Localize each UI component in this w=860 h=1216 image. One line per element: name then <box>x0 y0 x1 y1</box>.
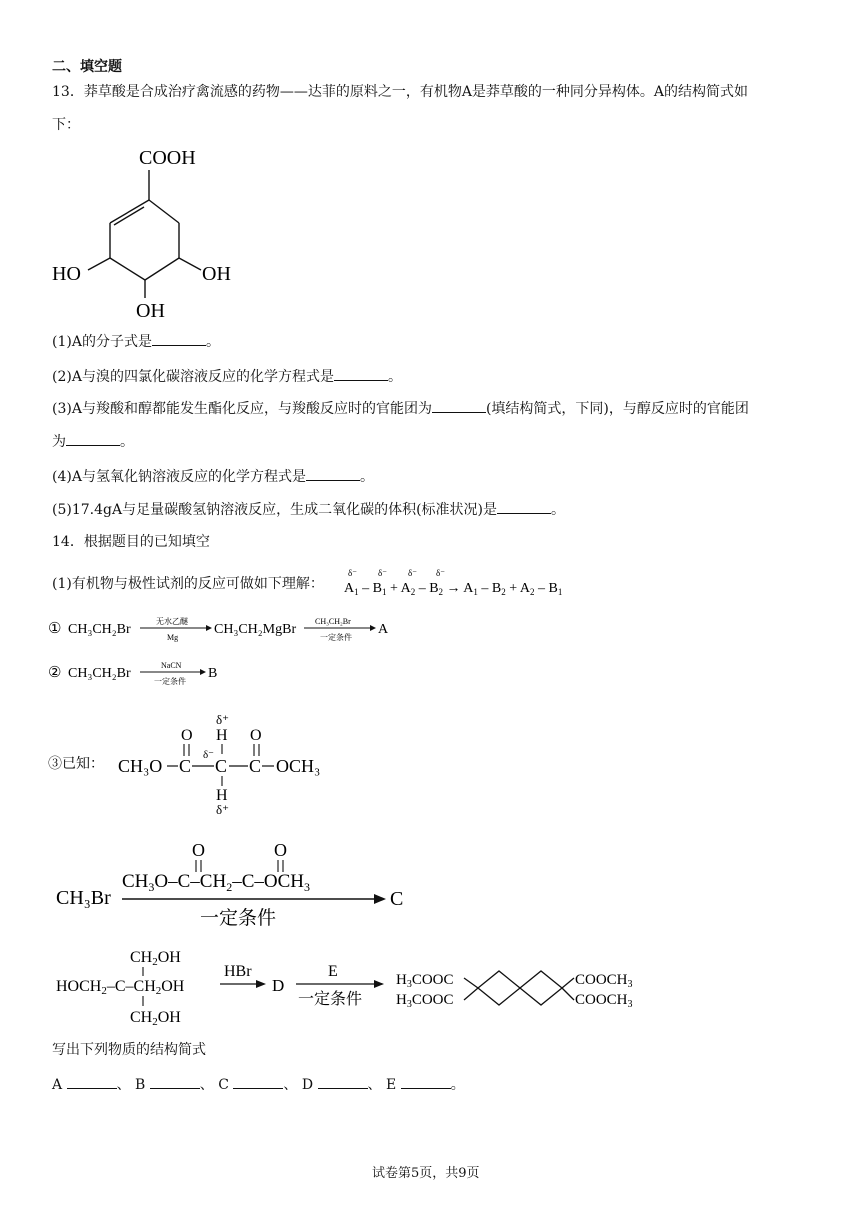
ho-left-label: HO <box>52 263 81 285</box>
svg-text:H: H <box>216 787 228 804</box>
answer-blank[interactable] <box>334 366 388 381</box>
q14-sub1: (1)有机物与极性试剂的反应可做如下理解： <box>52 576 324 592</box>
svg-text:δ⁺: δ⁺ <box>216 712 229 727</box>
q13-sub1: (1)A的分子式是 。 <box>52 331 220 352</box>
svg-text:C: C <box>249 756 262 776</box>
dimethyl-malonate-polarity <box>48 700 368 818</box>
svg-text:③已知：: ③已知： <box>48 757 104 772</box>
svg-text:C: C <box>215 756 228 776</box>
svg-text:HBr: HBr <box>224 963 252 980</box>
cooh-label: COOH <box>139 147 196 169</box>
q14-instruction: 写出下列物质的结构简式 <box>52 1042 206 1058</box>
compound-a-structure <box>48 140 258 325</box>
svg-text:H3COOC: $H_3COOC$ <box>396 992 454 1010</box>
svg-text:CH₃O: CH₃O <box>118 756 163 776</box>
reaction-to-c <box>52 838 422 934</box>
svg-text:COOCH3: $COOCH_3$ <box>575 992 633 1010</box>
r1-mid: CH₃CH₂MgBr <box>214 622 297 637</box>
svg-text:一定条件: 一定条件 <box>320 633 352 642</box>
oh-bottom-label: OH <box>136 300 165 322</box>
r2-start: CH₃CH₂Br <box>68 666 131 681</box>
svg-text:δ⁻: δ⁻ <box>203 749 214 761</box>
r1-start: CH₃CH₂Br <box>68 622 131 637</box>
svg-text:HOCH2–C–CH2OH: HOCH2–C–CH2OH <box>56 978 185 997</box>
svg-text:H3COOC: $H_3COOC$ <box>396 972 454 990</box>
svg-text:Mg: Mg <box>167 633 179 642</box>
svg-text:A1 – B1 + A2 – B2 → A1 – B2 +: $A_1 - B_1 + A_2 - B_2 \to A_1 - B_2 + A_2 - B_1$ <box>344 581 563 597</box>
svg-text:δ⁺: δ⁺ <box>216 802 229 817</box>
compound-d: D <box>272 976 285 995</box>
answer-blank-d[interactable] <box>318 1074 368 1089</box>
svg-text:δ⁻: δ⁻ <box>348 568 357 578</box>
svg-text:H: H <box>216 727 228 744</box>
reaction-1 <box>48 612 468 648</box>
svg-text:OCH₃: OCH₃ <box>276 756 321 776</box>
svg-text:C: C <box>179 756 192 776</box>
q13-sub5: (5)17.4gA与足量碳酸氢钠溶液反应，生成二氧化碳的体积(标准状况)是 。 <box>52 499 565 520</box>
answer-blank-c[interactable] <box>233 1074 283 1089</box>
r4-product: C <box>390 888 404 910</box>
svg-text:O: O <box>274 840 287 860</box>
svg-text:①: ① <box>48 621 62 637</box>
svg-text:CH2OH: CH2OH <box>130 1009 181 1028</box>
reagent-e: E <box>328 963 338 980</box>
answer-blank[interactable] <box>152 331 206 346</box>
answer-blank-b[interactable] <box>150 1074 200 1089</box>
r1-product: A <box>378 622 389 637</box>
answer-blank[interactable] <box>306 466 360 481</box>
svg-text:O: O <box>250 727 262 744</box>
r4-start: CH₃Br <box>56 887 111 909</box>
svg-text:COOCH3: $COOCH_3$ <box>575 972 633 990</box>
svg-text:一定条件: 一定条件 <box>200 908 277 929</box>
answer-blank[interactable] <box>497 499 551 514</box>
q13-sub4: (4)A与氢氧化钠溶液反应的化学方程式是 。 <box>52 466 374 487</box>
r2-product: B <box>208 666 218 681</box>
answer-blank-a[interactable] <box>67 1074 117 1089</box>
svg-text:CH2OH: CH2OH <box>130 949 181 968</box>
reaction-2 <box>48 656 308 692</box>
q13-sub3-line2: 为 。 <box>52 431 134 452</box>
svg-text:无水乙醚: 无水乙醚 <box>156 617 188 626</box>
answer-blank[interactable] <box>432 398 486 413</box>
svg-text:δ⁻: δ⁻ <box>408 568 417 578</box>
svg-text:CH₃CH₂Br: CH₃CH₂Br <box>315 617 351 626</box>
section-title: 二、填空题 <box>52 59 122 75</box>
q13-sub3: (3)A与羧酸和醇都能发生酯化反应，与羧酸反应时的官能团为 (填结构简式，下同)，与醇反应时的官能团 <box>52 398 749 419</box>
svg-text:δ⁻: δ⁻ <box>436 568 445 578</box>
oh-right-label: OH <box>202 263 231 285</box>
page-footer: 试卷第5页，共9页 <box>372 1166 480 1181</box>
svg-text:②: ② <box>48 665 62 681</box>
q13-sub2: (2)A与溴的四氯化碳溶液反应的化学方程式是 。 <box>52 366 402 387</box>
q14-answers: A 、 B 、 C 、 D 、 E 。 <box>52 1074 465 1095</box>
svg-text:O: O <box>181 727 193 744</box>
svg-text:一定条件: 一定条件 <box>154 677 186 686</box>
svg-text:CH3O–C–CH2–C–OCH3: $CH_3O-C-CH_2-C-OCH_3$ <box>122 871 310 894</box>
reaction-d-e <box>52 940 662 1030</box>
svg-text:O: O <box>192 840 205 860</box>
q14-number: 14． <box>52 534 84 550</box>
answer-blank[interactable] <box>66 431 120 446</box>
answer-blank-e[interactable] <box>401 1074 451 1089</box>
q14-intro: 14．根据题目的已知填空 <box>52 534 210 550</box>
q13-number: 13． <box>52 84 84 100</box>
q13-intro-line1: 13．莽草酸是合成治疗禽流感的药物——达菲的原料之一，有机物A是莽草酸的一种同分异构体。A的结构简式如 <box>52 84 749 100</box>
q13-intro-line2: 下： <box>52 117 80 133</box>
svg-text:δ⁻: δ⁻ <box>378 568 387 578</box>
svg-text:NaCN: NaCN <box>161 661 182 670</box>
polar-reaction-scheme <box>340 566 580 600</box>
svg-text:一定条件: 一定条件 <box>298 991 363 1008</box>
